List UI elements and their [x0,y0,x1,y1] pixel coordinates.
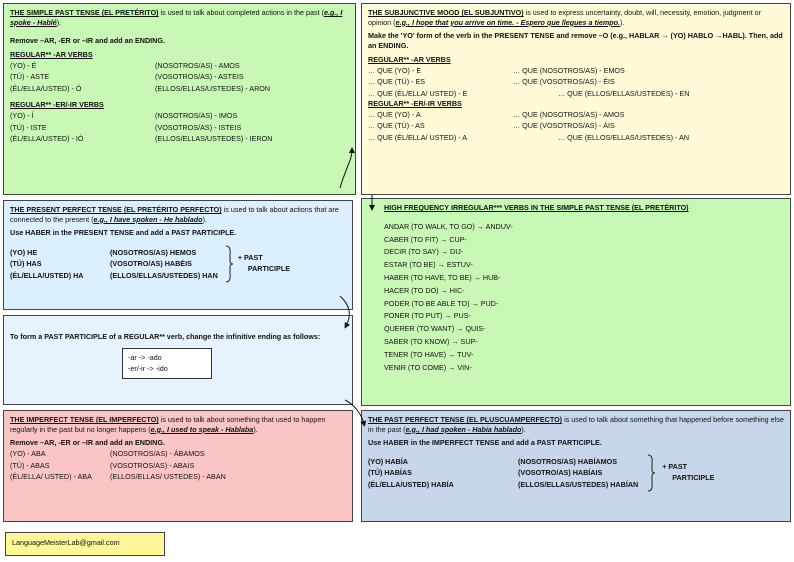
table-row: (TÚ) HAS (VOSOTRO/AS) HABÉIS [10,259,192,269]
participle-rule-ar: -ar -> -ado [128,352,162,362]
subjunctive-intro: THE SUBJUNCTIVE MOOD (EL SUBJUNTIVO) is used to express uncertainty, doubt, will, necessity, emotion, judgment or opinion (e.g., I hope that you arrive on time. - Espero que llegues a tiempo.). [368,8,762,27]
list-item: HABER (TO HAVE, TO BE) → HUB- [384,272,501,282]
table-row: (YO) HABÍA (NOSOTROS/AS) HABÍAMOS [368,456,618,466]
past-perfect-instruction: Use HABER in the IMPERFECT TENSE and add a PAST PARTICIPLE. [368,438,602,448]
preterite-er-heading: REGULAR** -ER/-IR VERBS [10,100,104,110]
list-item: ESTAR (TO BE) → ESTUV- [384,260,473,270]
plus-past-label: + PAST [237,253,263,263]
table-row: … QUE (ÉL/ELLA/ USTED) - A … QUE (ELLOS/ELLAS/USTEDES) - AN [368,132,690,142]
table-row: … QUE (TÚ) - AS … QUE (VOSOTROS/AS) - ÁIS [368,121,615,131]
table-row: (TÚ) - ABAS (VOSOTROS/AS) - ABAIS [10,460,195,470]
table-row: (TÚ) - ASTE (VOSOTROS/AS) - ASTEIS [10,72,244,82]
preterite-instruction: Remove –AR, -ER or –IR and add an ENDING. [10,36,165,46]
arrow-participle-to-past-perfect [345,400,364,424]
table-row: (ÉL/ELLA/USTED) HABÍA (ELLOS/ELLAS/USTEDES) HABÍAN [368,479,639,489]
participle-label: PARTICIPLE [672,473,715,483]
table-row: (ÉL/ELLA/USTED) HA (ELLOS/ELLAS/USTEDES) HAN [10,270,218,280]
irregular-title: HIGH FREQUENCY IRREGULAR*** VERBS IN THE SIMPLE PAST TENSE (EL PRETÉRITO) [384,203,689,212]
present-perfect-instruction: Use HABER in the PRESENT TENSE and add a PAST PARTICIPLE. [10,228,237,238]
arrow-perfect-to-participle [340,296,349,326]
imperfect-instruction: Remove –AR, -ER or –IR and add an ENDING. [10,438,165,448]
present-perfect-intro: THE PRESENT PERFECT TENSE (EL PRETÉRITO PERFECTO) is used to talk about actions that are connected to the present (e.g., I have spoken - He hablado). [10,205,339,224]
list-item: PODER (TO BE ABLE TO) → PUD- [384,298,499,308]
past-perfect-intro: THE PAST PERFECT TENSE (EL PLUSCUAMPERFECTO) is used to talk about something that happened before something else in the past (e.g., I had spoken - Había hablado). [368,415,784,434]
subjunctive-er-heading: REGULAR** -ER/-IR VERBS [368,99,462,109]
table-row: (YO) HE (NOSOTROS/AS) HEMOS [10,247,197,257]
list-item: ANDAR (TO WALK, TO GO) → ANDUV- [384,221,513,231]
table-row: (ÉL/ELLA/USTED) - IÓ (ELLOS/ELLAS/USTEDES) - IERON [10,134,273,144]
list-item: QUERER (TO WANT) → QUIS- [384,324,486,334]
participle-label: PARTICIPLE [247,264,291,274]
list-item: HACER (TO DO) → HIC- [384,285,465,295]
table-row: (YO) - ABA (NOSOTROS/AS) - ÁBAMOS [10,449,205,459]
participle-text: To form a PAST PARTICIPLE of a REGULAR** verb, change the infinitive ending as follows: [10,332,321,341]
list-item: VENIR (TO COME) → VIN- [384,362,472,372]
table-row: (ÉL/ELLA/ USTED) - ABA (ELLOS/ELLAS/ USTEDES) - ABAN [10,472,226,482]
preterite-ar-heading: REGULAR** -AR VERBS [10,50,93,60]
table-row: … QUE (YO) - E … QUE (NOSOTROS/AS) - EMOS [368,65,625,75]
table-row: (YO) - Í (NOSOTROS/AS) - IMOS [10,111,238,121]
table-row: … QUE (YO) - A … QUE (NOSOTROS/AS) - AMOS [368,109,625,119]
list-item: DECIR (TO SAY) → DIJ- [384,247,464,257]
subjunctive-instruction: Make the 'YO' form of the verb in the PRESENT TENSE and remove –O (e.g., HABLAR → (YO) HABLO →HABL). Then, add an ENDING. [368,31,783,51]
preterite-intro: THE SIMPLE PAST TENSE (EL PRETÉRITO) is used to talk about completed actions in the past (e.g., I spoke - Hablé). [10,8,343,27]
email-text: LanguageMeisterLab@gmail.com [12,538,120,547]
arrow-preterite-to-subjunctive [340,150,352,188]
subjunctive-ar-heading: REGULAR** -AR VERBS [368,54,451,64]
list-item: CABER (TO FIT) → CUP- [384,234,467,244]
list-item: TENER (TO HAVE) → TUV- [384,349,474,359]
imperfect-intro: THE IMPERFECT TENSE (EL IMPERFECTO) is used to talk about something that used to happen regularly in the past but no longer happens (e.g., I used to speak - Hablaba). [10,415,326,434]
table-row: (TÚ) - ISTE (VOSOTROS/AS) - ISTEIS [10,122,242,132]
table-row: (ÉL/ELLA/USTED) - Ó (ELLOS/ELLAS/USTEDES) - ARON [10,83,271,93]
table-row: (TÚ) HABÍAS (VOSOTRO/AS) HABÍAIS [368,468,603,478]
table-row: … QUE (TÚ) - ES … QUE (VOSOTROS/AS) - ÉIS [368,77,615,87]
list-item: PONER (TO PUT) → PUS- [384,311,471,321]
table-row: … QUE (ÉL/ELLA/ USTED) - E … QUE (ELLOS/ELLAS/USTEDES) - EN [368,88,690,98]
list-item: SABER (TO KNOW) → SUP- [384,337,478,347]
table-row: (YO) - É (NOSOTROS/AS) - AMOS [10,60,240,70]
participle-rule-er-ir: -er/-ir -> -ido [128,364,168,374]
plus-past-label: + PAST [662,462,688,472]
